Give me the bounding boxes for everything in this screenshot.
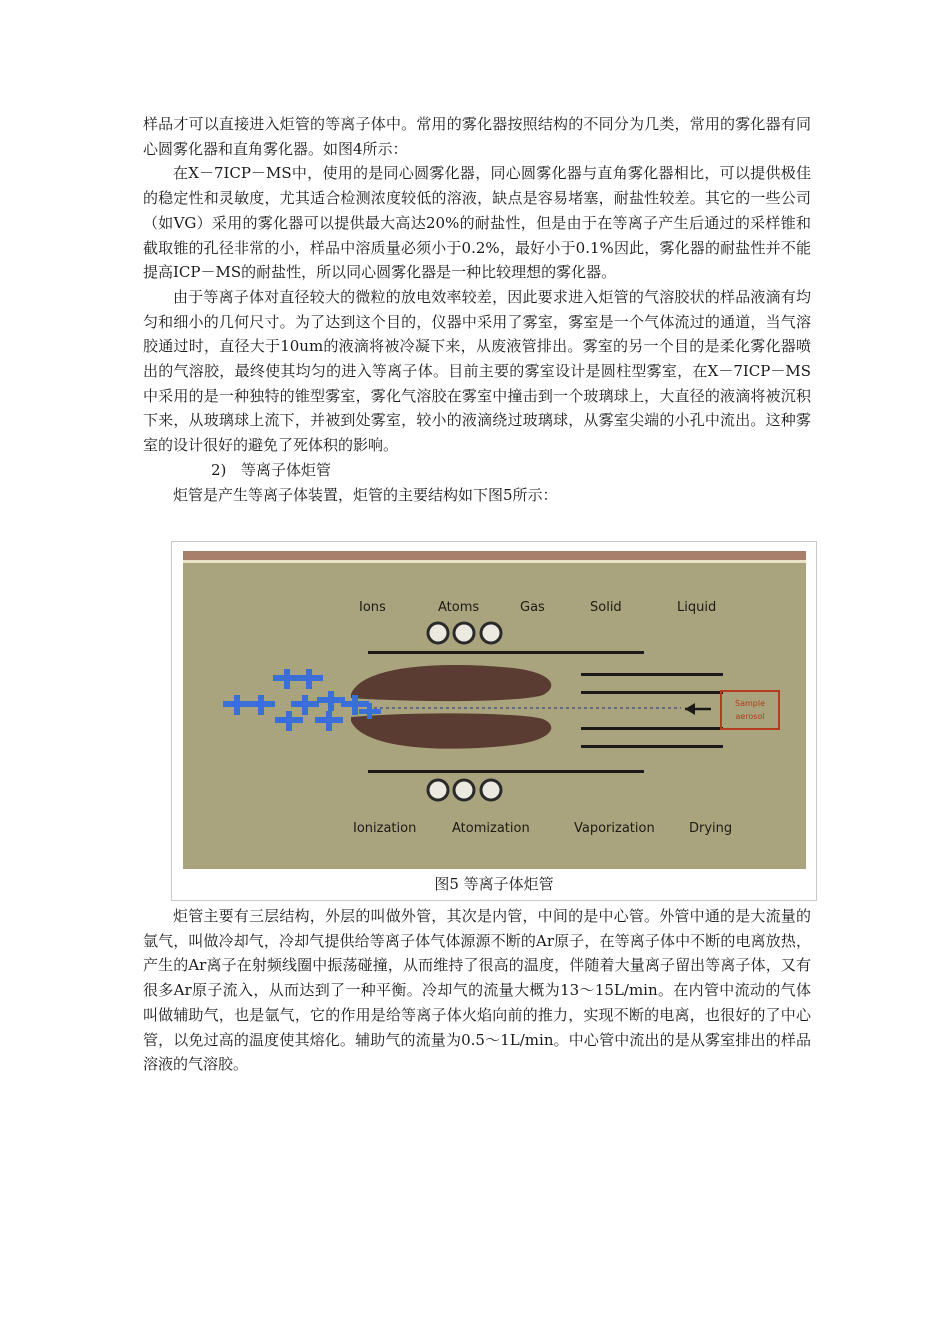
label-liquid: Liquid xyxy=(677,600,717,615)
paragraph-after-figure: 炬管主要有三层结构，外层的叫做外管，其次是内管，中间的是中心管。外管中通的是大流量的氩气，叫做冷却气，冷却气提供给等离子体气体源源不断的Ar原子，在等离子体中不断的电离放热，产生的Ar离子在射频线圈中振荡碰撞，从而维持了很高的温度，伴随着大量离子留出等离子体，又有很多Ar原子流入，从而达到了一种平衡。冷却气的流量大概为13～15L/min。在内管中流动的气体叫做辅助气，也是氩气，它的作用是给等离子体火焰向前的推力，实现不断的电离，也很好的了中心管，以免过高的温度使其熔化。辅助气的流量为0.5～1L/min。中心管中流出的是从雾室排出的样品溶液的气溶胶。 xyxy=(143,907,811,1074)
label-atomization: Atomization xyxy=(452,821,530,836)
text-after-figure xyxy=(143,904,811,1077)
paragraph-3: 由于等离子体对直径较大的微粒的放电效率较差，因此要求进入炬管的气溶胶状的样品液滴有均匀和细小的几何尺寸。为了达到这个目的，仪器中采用了雾室，雾室是一个气体流过的通道，当气溶胶通过时，直径大于10um的液滴将被冷凝下来，从废液管排出。雾室的另一个目的是柔化雾化器喷出的气溶胶，最终使其均匀的进入等离子体。目前主要的雾室设计是圆柱型雾室，在X－7ICP－MS中采用的是一种独特的锥型雾室，雾化气溶胶在雾室中撞击到一个玻璃球上，大直径的液滴将被沉积下来，从玻璃球上流下，并被到处雾室，较小的液滴绕过玻璃球，从雾室尖端的小孔中流出。这种雾室的设计很好的避免了死体积的影响。 xyxy=(143,287,811,455)
label-ions: Ions xyxy=(359,600,386,615)
label-ionization: Ionization xyxy=(353,821,417,836)
figure-caption: 图5 等离子体炬管 xyxy=(434,875,554,893)
paragraph-2: 在X－7ICP－MS中，使用的是同心圆雾化器，同心圆雾化器与直角雾化器相比，可以提供极佳的稳定性和灵敏度，尤其适合检测浓度较低的溶液，缺点是容易堵塞，耐盐性较差。其它的一些公司（如VG）采用的雾化器可以提供最大高达20%的耐盐性，但是由于在等离子产生后通过的采样锥和截取锥的孔径非常的小，样品中溶质量必须小于0.2%，最好小于0.1%因此，雾化器的耐盐性并不能提高ICP－MS的耐盐性，所以同心圆雾化器是一种比较理想的雾化器。 xyxy=(143,164,811,282)
paragraph-1: 样品才可以直接进入炬管的等离子体中。常用的雾化器按照结构的不同分为几类，常用的雾化器有同心圆雾化器和直角雾化器。如图4所示： xyxy=(143,115,811,158)
label-vaporization: Vaporization xyxy=(574,821,655,836)
coil-circles-bottom xyxy=(428,780,501,800)
sample-label-line1: Sample xyxy=(735,699,765,708)
torch-diagram xyxy=(183,551,806,869)
section-title: 等离子体炬管 xyxy=(241,460,332,479)
label-drying: Drying xyxy=(689,821,733,836)
outer-tube-bottom-line xyxy=(368,770,644,773)
section-number: 2) xyxy=(211,460,227,479)
section-heading xyxy=(143,458,811,483)
label-gas: Gas xyxy=(520,600,545,615)
diagram-top-bar xyxy=(183,551,806,560)
figure-intro-line: 炬管是产生等离子体装置，炬管的主要结构如下图5所示： xyxy=(173,485,558,504)
label-solid: Solid xyxy=(590,600,622,615)
coil-circles-top xyxy=(428,623,501,643)
sample-label-line2: aerosol xyxy=(735,712,765,721)
text-before-figure xyxy=(143,112,811,507)
outer-tube-top-line xyxy=(368,651,644,654)
label-atoms: Atoms xyxy=(438,600,480,615)
